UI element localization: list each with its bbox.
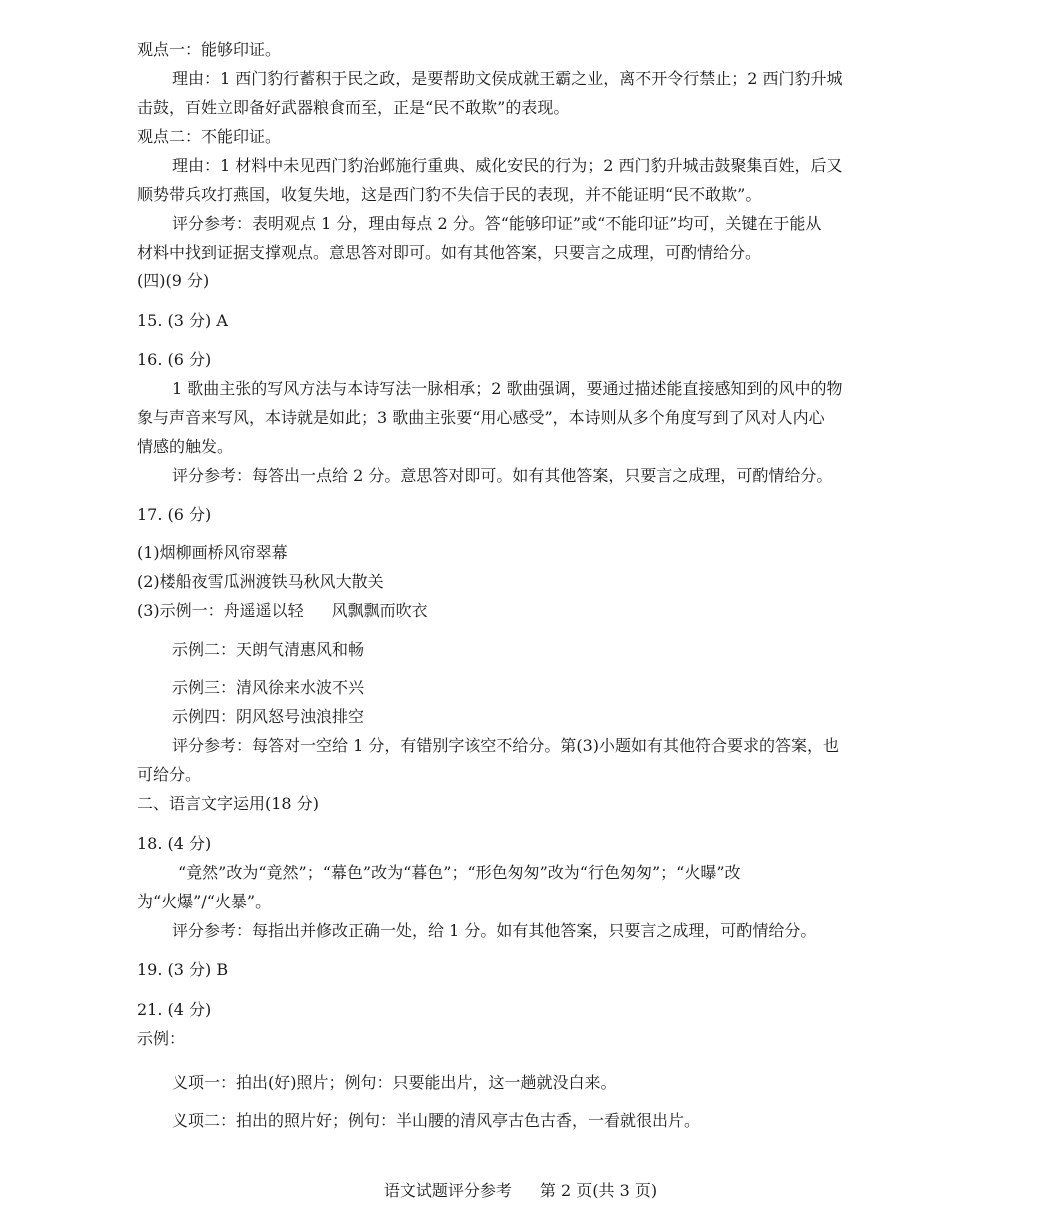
reason-line: 理由：1 材料中未见西门豹治邺施行重典、威化安民的行为；2 西门豹升城击鼓聚集百姓，后又 [172, 156, 843, 175]
answer-21-heading: 21. (4 分) [137, 1000, 212, 1019]
footer-page-number: 第 2 页(共 3 页) [539, 1181, 658, 1200]
scoring-note: 评分参考：表明观点 1 分，理由每点 2 分。答“能够印证”或“不能印证”均可，关键在于能从 [172, 214, 822, 233]
viewpoint-two: 观点二：不能印证。 [137, 127, 282, 146]
example-one-part1: (3)示例一：舟遥遥以轻 [137, 601, 304, 620]
example-four: 示例四：阴风怒号浊浪排空 [172, 707, 365, 726]
answer-17-2: (2)楼船夜雪瓜洲渡铁马秋风大散关 [137, 572, 384, 591]
answer-16-heading: 16. (6 分) [137, 350, 212, 369]
footer-title: 语文试题评分参考 [383, 1181, 512, 1200]
reason-line: 理由：1 西门豹行蓄积于民之政，是要帮助文侯成就王霸之业，离不开令行禁止；2 西门豹升城 [172, 69, 843, 88]
section-heading: 二、语言文字运用(18 分) [137, 794, 319, 813]
meaning-one: 义项一：拍出(好)照片；例句：只要能出片，这一趟就没白来。 [172, 1073, 617, 1092]
answer-17-heading: 17. (6 分) [137, 505, 212, 524]
scoring-note: 评分参考：每指出并修改正确一处，给 1 分。如有其他答案，只要言之成理，可酌情给分。 [172, 921, 817, 940]
example-three: 示例三：清风徐来水波不兴 [172, 678, 365, 697]
answer-18-heading: 18. (4 分) [137, 834, 212, 853]
answer-17-1: (1)烟柳画桥风帘翠幕 [137, 543, 288, 562]
answer-18-text: 为“火爆”/“火暴”。 [137, 892, 272, 911]
answer-16-text: 情感的触发。 [137, 437, 234, 456]
answer-16-text: 1 歌曲主张的写风方法与本诗写法一脉相承；2 歌曲强调，要通过描述能直接感知到的风中的物 [172, 379, 843, 398]
example-label: 示例： [137, 1029, 186, 1048]
reason-line: 顺势带兵攻打燕国，收复失地，这是西门豹不失信于民的表现，并不能证明“民不敢欺”。 [137, 185, 762, 204]
example-one-part2: 风飘飘而吹衣 [331, 601, 428, 620]
example-two: 示例二：天朗气清惠风和畅 [172, 640, 365, 659]
page-footer [0, 1178, 1041, 1201]
reason-line: 击鼓，百姓立即备好武器粮食而至，正是“民不敢欺”的表现。 [137, 98, 570, 117]
answer-19: 19. (3 分) B [137, 960, 229, 979]
answer-18-text: “竟然”改为“竟然”；“幕色”改为“暮色”；“形色匆匆”改为“行色匆匆”；“火曝”改 [178, 863, 741, 882]
scoring-note: 材料中找到证据支撑观点。意思答对即可。如有其他答案，只要言之成理，可酌情给分。 [137, 243, 762, 262]
scoring-note: 评分参考：每答出一点给 2 分。意思答对即可。如有其他答案，只要言之成理，可酌情给分。 [172, 466, 833, 485]
answer-15: 15. (3 分) A [137, 311, 228, 330]
scoring-note: 评分参考：每答对一空给 1 分，有错别字该空不给分。第(3)小题如有其他符合要求的答案，也 [172, 736, 840, 755]
answer-17-3 [137, 601, 428, 621]
scoring-note: 可给分。 [137, 765, 202, 784]
answer-16-text: 象与声音来写风，本诗就是如此；3 歌曲主张要“用心感受”，本诗则从多个角度写到了风对人内心 [137, 408, 825, 427]
meaning-two: 义项二：拍出的照片好；例句：半山腰的清风亭古色古香，一看就很出片。 [172, 1111, 701, 1130]
viewpoint-one: 观点一：能够印证。 [137, 40, 282, 59]
section-heading: (四)(9 分) [137, 271, 210, 290]
